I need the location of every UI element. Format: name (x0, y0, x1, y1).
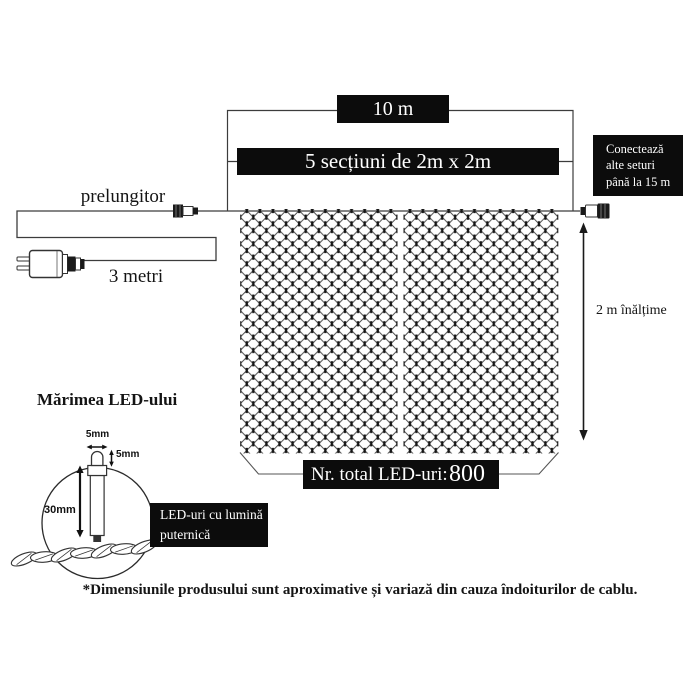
disclaimer-note: *Dimensiunile produsului sunt aproximative și variază din cauza îndoiturilor de cablu. (82, 582, 638, 598)
total-width-label: 10 m (372, 97, 414, 120)
led-note-label: LED-uri cu lumină puternică (160, 507, 263, 542)
led-bulb-icon (88, 452, 107, 542)
cord-length-label: 3 metri (108, 266, 164, 287)
led-note-banner (150, 503, 268, 547)
sections-banner (237, 148, 559, 175)
total-led-bracket-left (240, 453, 303, 475)
height-arrow (579, 223, 587, 441)
connect-note-banner (593, 135, 683, 196)
total-width-banner (337, 95, 449, 123)
cable-connector-icon (173, 205, 198, 218)
total-leds-banner (303, 460, 499, 489)
chain-connector-icon (581, 204, 610, 219)
total-leds-label: Nr. total LED-uri: (311, 463, 448, 485)
led-body-length-arrow (76, 466, 83, 538)
twisted-cable-icon (10, 537, 159, 569)
total-led-bracket-right (499, 453, 559, 475)
led-size-title: Mărimea LED-ului (37, 390, 178, 409)
led-cap-width-label: 5mm (85, 429, 110, 440)
sections-label: 5 secțiuni de 2m x 2m (304, 149, 492, 173)
led-width-arrow (87, 445, 108, 450)
led-body-length-label: 30mm (44, 504, 76, 516)
total-leds-value: 800 (449, 461, 485, 487)
led-net-panel-right (404, 209, 559, 454)
connect-note-label: Conectează alte seturi până la 15 m (606, 141, 671, 189)
extension-label: prelungitor (80, 186, 166, 207)
power-plug-icon (17, 251, 85, 278)
led-cap-height-arrow (109, 450, 114, 467)
net-height-label: 2 m înălțime (596, 303, 667, 318)
led-cap-height-label: 5mm (116, 449, 140, 460)
led-net-panel-left (240, 209, 397, 454)
